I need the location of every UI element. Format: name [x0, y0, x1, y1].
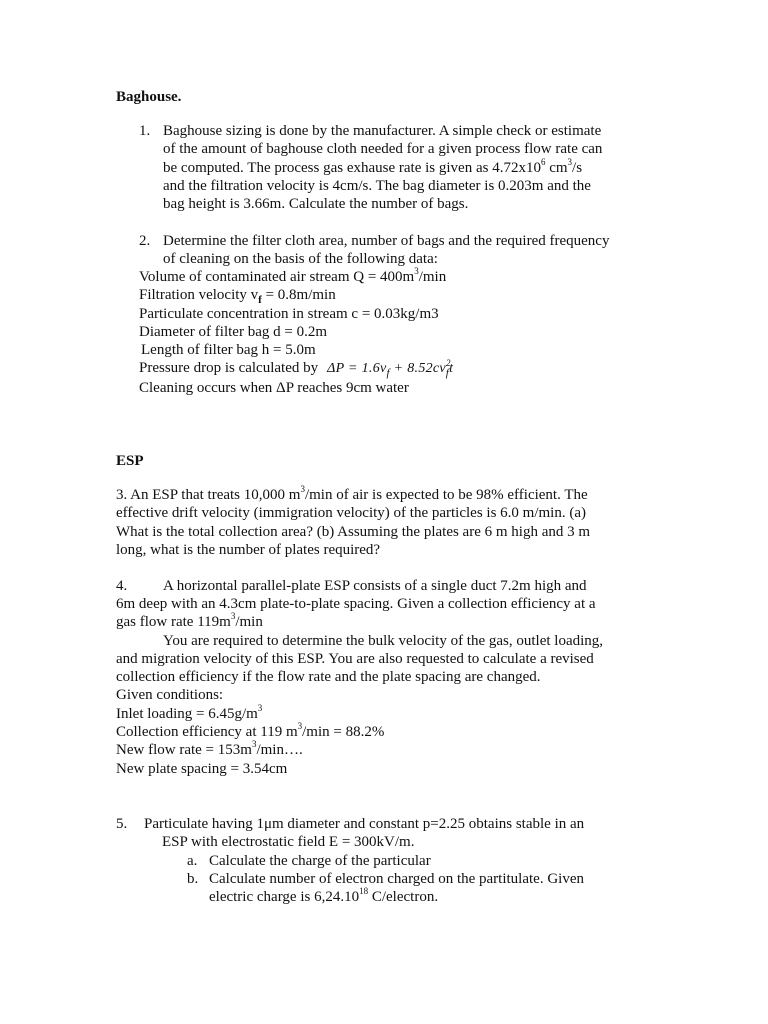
problem-4-line-text: /min: [235, 614, 263, 631]
given-collection-efficiency: [116, 723, 603, 741]
unit-text: cm: [545, 159, 568, 176]
formula-part: t: [449, 361, 454, 377]
problem-1-text: [163, 122, 602, 213]
problem-2-line: of cleaning on the basis of the following data:: [163, 251, 438, 268]
problem-2-data-list: [139, 268, 453, 397]
given-text: /min = 88.2%: [302, 724, 385, 741]
subscript: f: [258, 294, 262, 307]
exponent: 6: [540, 156, 546, 167]
subitem-b-line-text: C/electron.: [368, 889, 439, 906]
problem-4-line: 6m deep with an 4.3cm plate-to-plate spacing. Given a collection efficiency at a: [116, 596, 596, 612]
data-filtration-velocity: [139, 286, 453, 307]
exponent: 3: [300, 484, 305, 494]
problem-1-number: 1.: [139, 123, 151, 139]
problem-1-line-text: be computed. The process gas exhause rate is given as 4.72x10: [163, 159, 541, 176]
problem-2-line: Determine the filter cloth area, number of bags and the required frequency: [163, 233, 610, 249]
problem-4-line-text: gas flow rate 119m: [116, 614, 231, 631]
problem-4-line: and migration velocity of this ESP. You are also requested to calculate a revised: [116, 650, 594, 667]
data-volume-text: Volume of contaminated air stream Q = 400m: [139, 269, 415, 285]
pressure-drop-text: Pressure drop is calculated by: [139, 360, 319, 377]
problem-3-line: [116, 486, 590, 504]
problem-5-line: Particulate having 1μm diameter and constant p=2.25 obtains stable in an: [144, 816, 585, 832]
data-filtration-value: = 0.8m/min: [261, 287, 336, 304]
exponent: 3: [567, 156, 573, 167]
subitem-b-line-text: electric charge is 6,24.10: [209, 889, 360, 906]
problem-3-line: long, what is the number of plates required?: [116, 541, 381, 558]
subitem-a-text: Calculate the charge of the particular: [209, 853, 431, 869]
problem-4-line: collection efficiency if the flow rate and the plate spacing are changed.: [116, 669, 541, 686]
problem-4-line: Given conditions:: [116, 687, 224, 704]
formula-part: ΔP = 1.6v: [327, 361, 387, 377]
exponent: 2: [445, 357, 451, 368]
problem-4-line: A horizontal parallel-plate ESP consists of a single duct 7.2m high and: [163, 578, 587, 594]
problem-4-text: [116, 595, 603, 778]
problem-1-line: Baghouse sizing is done by the manufacturer. A simple check or estimate: [163, 123, 602, 139]
esp-heading: ESP: [116, 453, 144, 469]
data-bag-diameter: Diameter of filter bag d = 0.2m: [139, 323, 327, 340]
problem-3-line: effective drift velocity (immigration velocity) of the particles is 6.0 m/min. (a): [116, 505, 586, 522]
subitem-a-label: a.: [187, 853, 198, 869]
subitem-b-text: [209, 870, 584, 907]
pressure-drop-formula: [327, 357, 454, 380]
data-bag-length: Length of filter bag h = 5.0m: [141, 342, 316, 359]
problem-3-line-text: /min of air is expected to be 98% efficient. The: [304, 487, 588, 503]
exponent: 3: [414, 266, 419, 276]
problem-3-line-text: 3. An ESP that treats 10,000 m: [116, 487, 301, 503]
problem-5-number: 5.: [116, 816, 128, 832]
unit-text: /s: [572, 159, 583, 176]
data-filtration-text: Filtration velocity v: [139, 287, 259, 304]
problem-4-line: You are required to determine the bulk velocity of the gas, outlet loading,: [163, 632, 604, 649]
subitem-b-label: b.: [187, 871, 199, 887]
exponent: 3: [251, 739, 257, 750]
given-text: New flow rate = 153m: [116, 742, 252, 759]
given-inlet-loading: [116, 702, 603, 723]
exponent: 18: [359, 886, 369, 897]
problem-1-line: [163, 156, 602, 177]
subitem-b-line: Calculate number of electron charged on the partitulate. Given: [209, 871, 584, 887]
problem-1-line: bag height is 3.66m. Calculate the number of bags.: [163, 196, 469, 213]
data-volume: [139, 268, 453, 286]
data-pressure-drop: [139, 359, 453, 378]
subscript: f: [445, 367, 450, 380]
given-text: Collection efficiency at 119 m: [116, 724, 298, 741]
data-volume-unit: /min: [418, 269, 447, 285]
exponent: 3: [297, 721, 303, 732]
problem-2-intro: [163, 232, 609, 269]
problem-4-line: [116, 613, 603, 631]
problem-5-line: ESP with electrostatic field E = 300kV/m.: [162, 834, 415, 850]
problem-1-line: of the amount of baghouse cloth needed for a given process flow rate can: [163, 141, 603, 158]
data-particulate-concentration: Particulate concentration in stream c = 0.03kg/m3: [139, 305, 439, 322]
subitem-b-line: [209, 888, 584, 906]
given-new-flow-rate: [116, 741, 603, 759]
formula-part: + 8.52cv: [389, 361, 446, 377]
data-cleaning: Cleaning occurs when ΔP reaches 9cm water: [139, 379, 409, 396]
given-new-plate-spacing: New plate spacing = 3.54cm: [116, 760, 288, 777]
problem-2-number: 2.: [139, 233, 151, 249]
baghouse-heading: Baghouse.: [116, 89, 182, 105]
problem-3-text: [116, 486, 590, 559]
problem-4-number: 4.: [116, 578, 128, 594]
given-text: /min….: [256, 742, 303, 759]
subscript: f: [386, 367, 390, 380]
problem-1-line: and the filtration velocity is 4cm/s. The bag diameter is 0.203m and the: [163, 177, 591, 194]
exponent: 3: [257, 702, 263, 713]
problem-3-line: What is the total collection area? (b) Assuming the plates are 6 m high and 3 m: [116, 523, 591, 540]
exponent: 3: [230, 611, 236, 622]
given-text: Inlet loading = 6.45g/m: [116, 705, 258, 722]
